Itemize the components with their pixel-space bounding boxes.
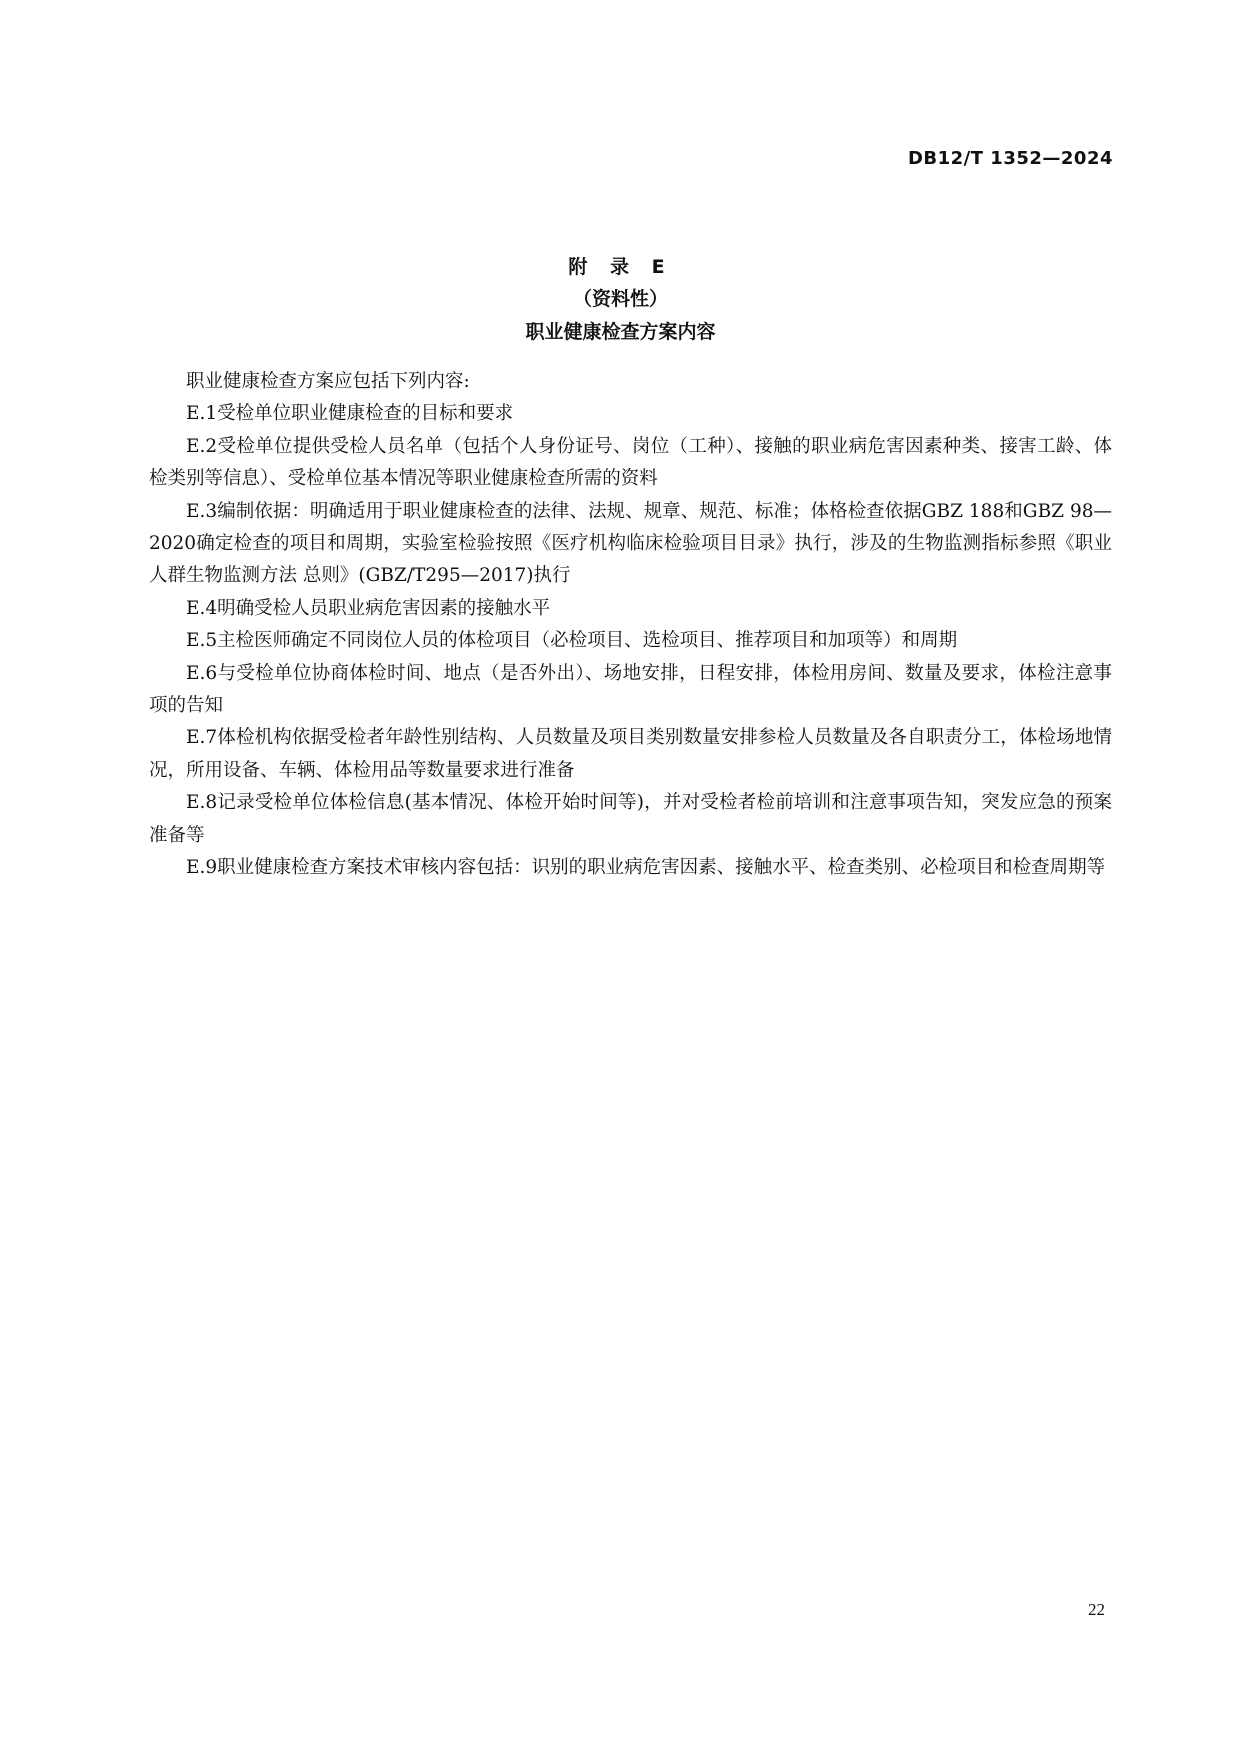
list-item-e8: E.8记录受检单位体检信息(基本情况、体检开始时间等)，并对受检者检前培训和注意事项告知，突发应急的预案准备等 [149,792,1112,846]
list-item-e3: E.3编制依据：明确适用于职业健康检查的法律、法规、规章、规范、标准；体格检查依据GBZ 188和GBZ 98—2020确定检查的项目和周期，实验室检验按照《医疗机构临床检验项目目录》执行，涉及的生物监测指标参照《职业人群生物监测方法 总则》(GBZ/T295—2017)执行 [149,500,1112,587]
list-item-e4: E.4明确受检人员职业病危害因素的接触水平 [186,597,551,619]
list-item-e1: E.1受检单位职业健康检查的目标和要求 [186,403,514,425]
document-code: DB12/T 1352—2024 [907,148,1113,169]
page-number: 22 [1088,1600,1105,1619]
appendix-type: （资料性） [572,288,668,310]
appendix-name: 职业健康检查方案内容 [525,321,716,343]
list-item-e6: E.6与受检单位协商体检时间、地点（是否外出）、场地安排，日程安排，体检用房间、数量及要求，体检注意事项的告知 [149,662,1112,717]
list-item-e9: E.9职业健康检查方案技术审核内容包括：识别的职业病危害因素、接触水平、检查类别、必检项目和检查周期等 [186,857,1106,879]
list-item-e7: E.7体检机构依据受检者年龄性别结构、人员数量及项目类别数量安排参检人员数量及各自职责分工，体检场地情况，所用设备、车辆、体检用品等数量要求进行准备 [149,727,1112,781]
list-item-e5: E.5主检医师确定不同岗位人员的体检项目（必检项目、选检项目、推荐项目和加项等）和周期 [186,630,958,652]
list-item-e2: E.2受检单位提供受检人员名单（包括个人身份证号、岗位（工种）、接触的职业病危害因素种类、接害工龄、体检类别等信息）、受检单位基本情况等职业健康检查所需的资料 [149,435,1112,490]
appendix-body [149,366,1112,885]
intro-paragraph: 职业健康检查方案应包括下列内容: [186,371,470,392]
appendix-title: 附 录 E [568,256,673,278]
